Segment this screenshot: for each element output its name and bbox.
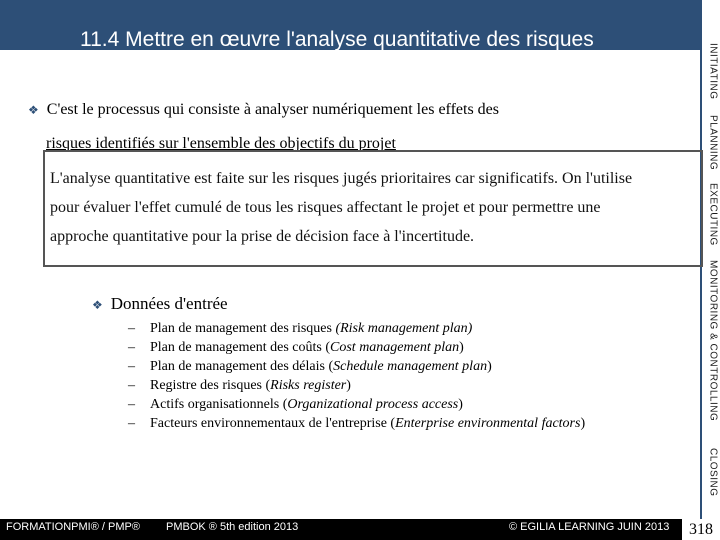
inputs-heading (92, 294, 228, 314)
page-title: 11.4 Mettre en œuvre l'analyse quantitative des risques (80, 28, 594, 50)
input-fr: Plan de management des délais ( (150, 359, 334, 374)
input-fr: Plan de management des coûts ( (150, 340, 331, 355)
sidebar-item-label: EXECUTING (707, 183, 719, 246)
list-item (128, 376, 585, 395)
inputs-heading-label: Données d'entrée (110, 294, 228, 313)
box-text: L'analyse quantitative est faite sur les risques jugés prioritaires car significatifs. On l'utilise pour évaluer l'effet cumulé de tous les risques affectant le projet et pour permettre une approche quantitative pour la prise de décision face à l'incertitude. (50, 170, 633, 245)
definition-line-2: risques identifiés sur l'ensemble des objectifs du projet (46, 135, 396, 152)
input-end: ) (487, 359, 492, 374)
input-end: ) (346, 378, 351, 393)
list-item (128, 395, 585, 414)
sidebar-item-label: CLOSING (707, 447, 719, 497)
sidebar-item-closing[interactable] (704, 448, 720, 496)
header-bar (0, 0, 700, 50)
input-fr: Actifs organisationnels ( (150, 397, 288, 412)
list-item (128, 319, 585, 338)
input-end: ) (458, 397, 463, 412)
process-group-sidebar (700, 0, 720, 540)
sidebar-item-executing[interactable] (704, 182, 720, 247)
input-en: Cost management plan (330, 340, 460, 355)
inputs-list (128, 319, 585, 433)
input-en: Risks register (270, 378, 347, 393)
footer-copyright: © EGILIA LEARNING JUIN 2013 (509, 521, 670, 533)
list-item (128, 414, 585, 433)
input-en: Schedule management plan (333, 359, 488, 374)
sidebar-item-label: MONITORING & CONTROLLING (707, 260, 719, 422)
sidebar-item-initiating[interactable] (704, 40, 720, 102)
input-end: ) (580, 416, 586, 431)
page-number: 318 (682, 519, 720, 540)
input-fr: Registre des risques ( (150, 378, 271, 393)
input-en: Enterprise environmental factors (395, 416, 581, 431)
input-fr: Facteurs environnementaux de l'entreprise ( (150, 416, 396, 431)
diamond-bullet-icon: ❖ (28, 103, 39, 117)
list-item (128, 357, 585, 376)
sidebar-item-label: INITIATING (707, 42, 719, 100)
input-end: ) (459, 340, 464, 355)
sidebar-item-label: PLANNING (707, 115, 719, 171)
list-item (128, 338, 585, 357)
footer-edition: PMBOK ® 5th edition 2013 (166, 521, 299, 533)
input-en: Organizational process access (287, 397, 459, 412)
definition-line-1: C'est le processus qui consiste à analyser numériquement les effets des (46, 101, 500, 118)
diamond-bullet-icon: ❖ (92, 298, 103, 312)
sidebar-item-monitoring-controlling[interactable] (704, 258, 720, 424)
sidebar-item-planning[interactable] (704, 112, 720, 174)
footer-course: FORMATIONPMI® / PMP® (6, 521, 140, 533)
input-en: (Risk management plan) (335, 321, 473, 336)
input-fr: Plan de management des risques (150, 321, 336, 336)
